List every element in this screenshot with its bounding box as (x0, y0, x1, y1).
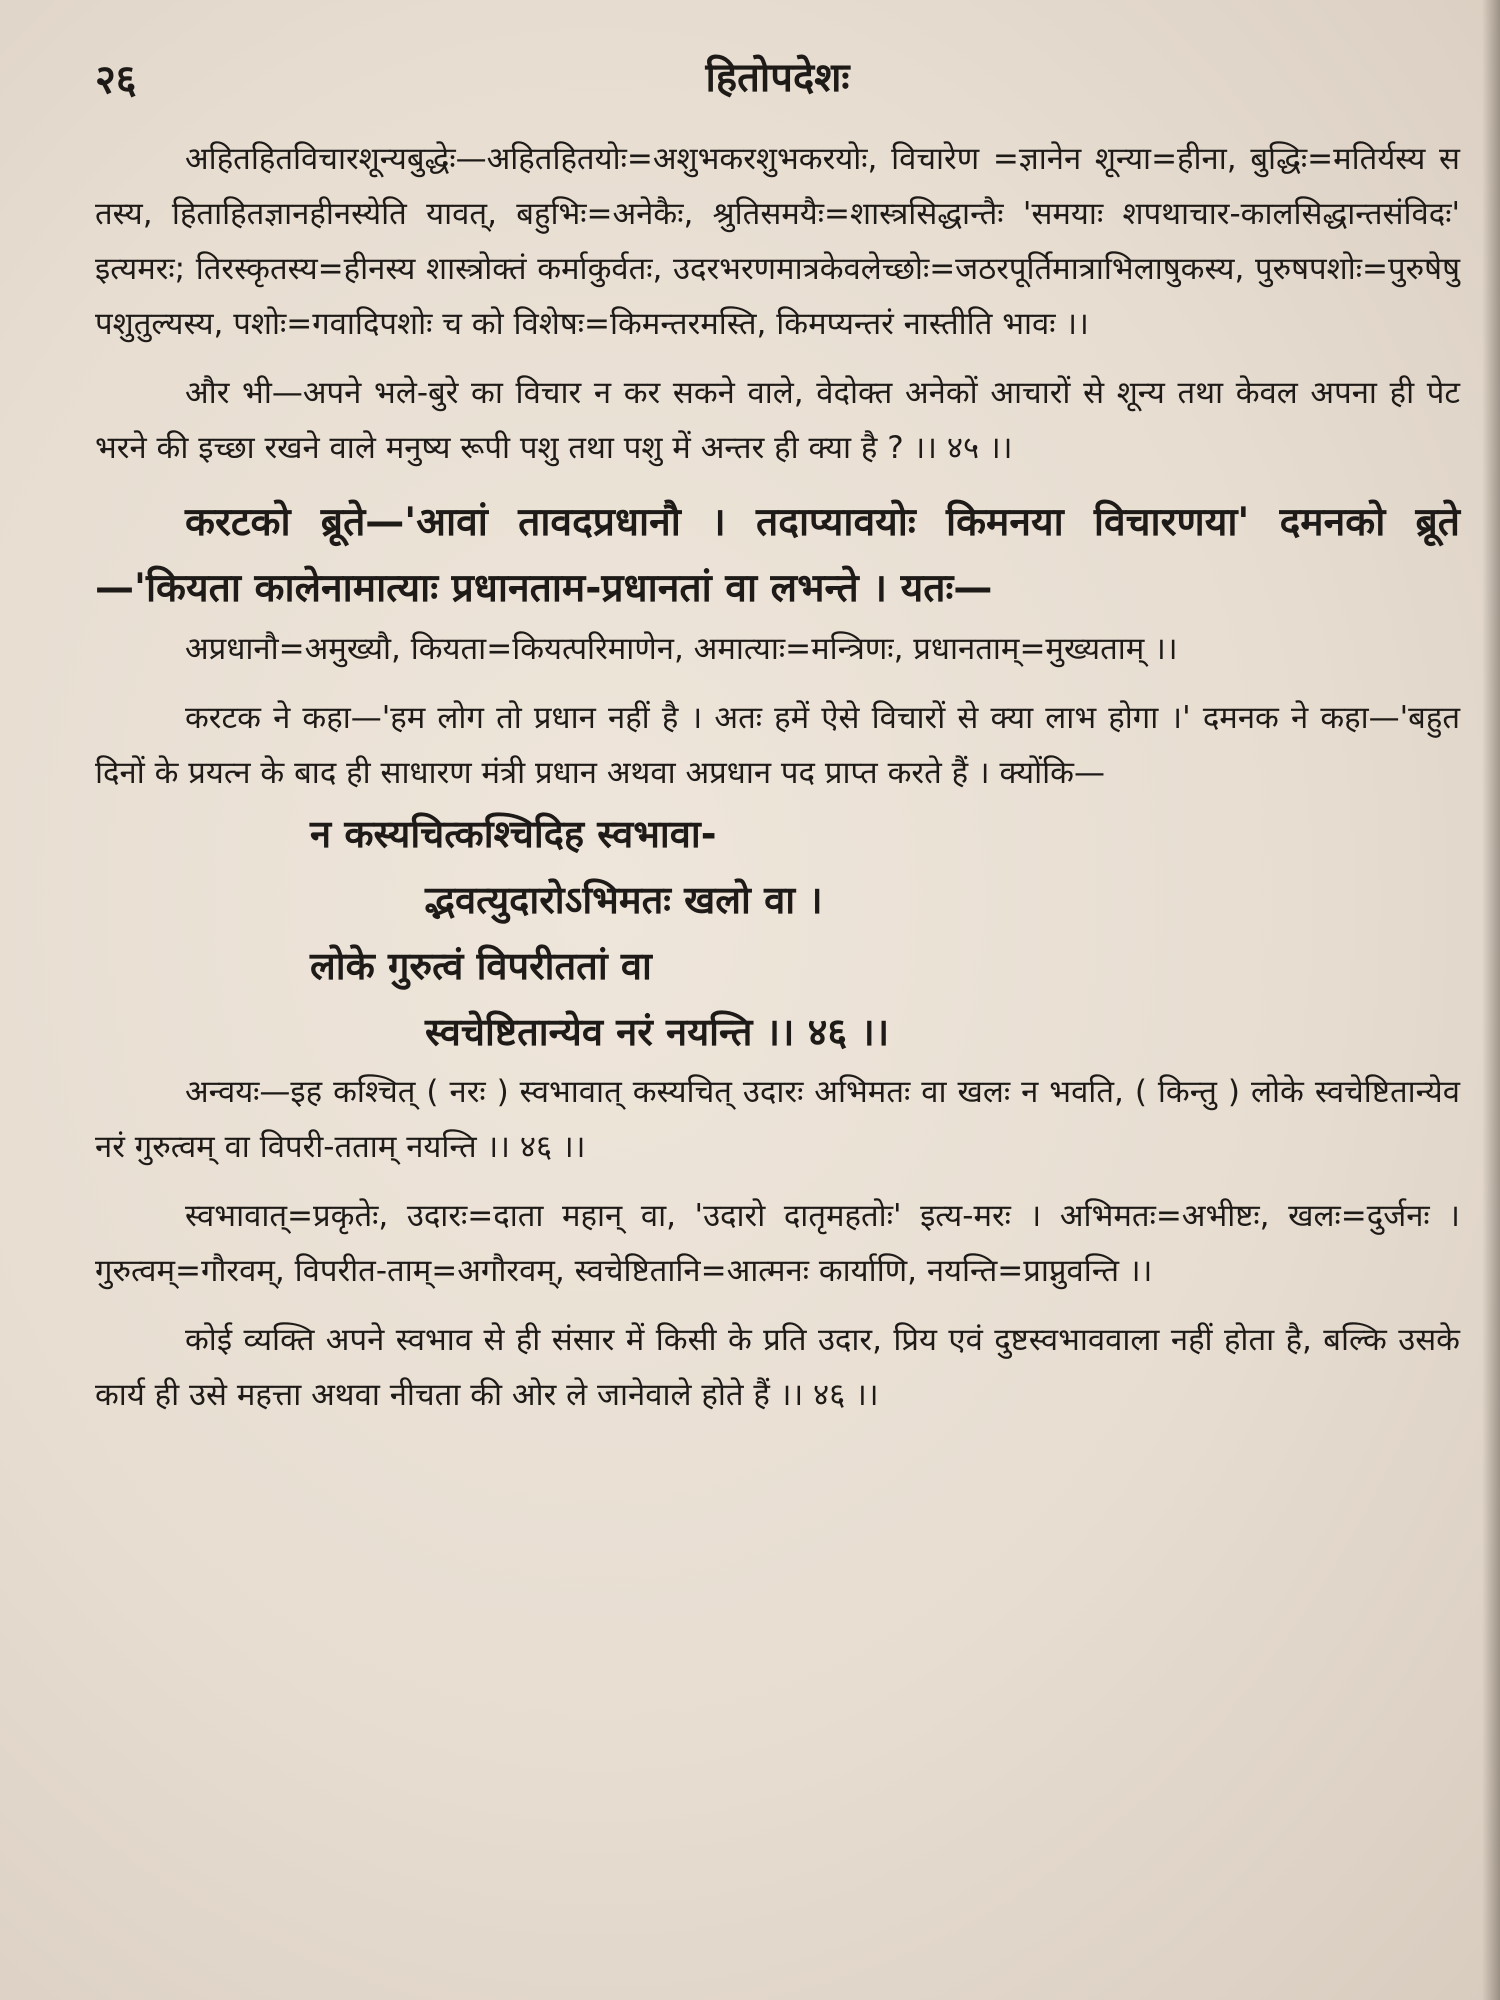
translation-block-1 (95, 366, 1460, 476)
running-title: हितोपदेशः (705, 55, 850, 101)
main-text-block (95, 490, 1460, 622)
translation-block-2 (95, 691, 1460, 801)
commentary-block-2 (95, 622, 1460, 677)
translation-paragraph: कोई व्यक्ति अपने स्वभाव से ही संसार में किसी के प्रति उदार, प्रिय एवं दुष्टस्वभाववाला नहीं होता है, बल्कि उसके कार्य ही उसे महत्ता अथवा नीचता की ओर ले जानेवाले होते हैं ।। ४६ ।। (95, 1322, 1460, 1413)
commentary-block-3 (95, 1189, 1460, 1299)
page-shadow-edge (1482, 0, 1500, 2000)
verse-line: द्भवत्युदारोऽभिमतः खलो वा । (425, 878, 823, 922)
anvaya-block (95, 1065, 1460, 1175)
translation-paragraph: करटक ने कहा—'हम लोग तो प्रधान नहीं है । अतः हमें ऐसे विचारों से क्या लाभ होगा ।' दमनक ने कहा—'बहुत दिनों के प्रयत्न के बाद ही साधारण मंत्री प्रधान अथवा अप्रधान पद प्राप्त करते हैं । क्योंकि— (95, 700, 1460, 791)
translation-paragraph: और भी—अपने भले-बुरे का विचार न कर सकने वाले, वेदोक्त अनेकों आचारों से शून्य तथा केवल अपना ही पेट भरने की इच्छा रखने वाले मनुष्य रूपी पशु तथा पशु में अन्तर ही क्या है ? ।। ४५ ।। (95, 375, 1460, 466)
page-number: २६ (95, 57, 137, 103)
commentary-block-1 (95, 132, 1460, 352)
anvaya-paragraph: अन्वयः—इह कश्चित् ( नरः ) स्वभावात् कस्यचित् उदारः अभिमतः वा खलः न भवति, ( किन्तु ) लोके स्वचेष्टितान्येव नरं गुरुत्वम् वा विपरी-तताम् नयन्ति ।। ४६ ।। (95, 1074, 1460, 1165)
commentary-paragraph: अप्रधानौ=अमुख्यौ, कियता=कियत्परिमाणेन, अमात्याः=मन्त्रिणः, प्रधानताम्=मुख्यताम् ।। (185, 631, 1178, 667)
translation-block-3 (95, 1313, 1460, 1423)
verse-line: स्वचेष्टितान्येव नरं नयन्ति ।। ४६ ।। (425, 1010, 890, 1054)
verse-block (95, 801, 1460, 1065)
commentary-paragraph: स्वभावात्=प्रकृतेः, उदारः=दाता महान् वा, 'उदारो दातृमहतोः' इत्य-मरः । अभिमतः=अभीष्टः, खलः=दुर्जनः । गुरुत्वम्=गौरवम्, विपरीत-ताम्=अगौरवम्, स्वचेष्टितानि=आत्मनः कार्याणि, नयन्ति=प्राप्नुवन्ति ।। (95, 1198, 1460, 1289)
page-header (95, 30, 1460, 110)
commentary-paragraph: अहितहितविचारशून्यबुद्धेः—अहितहितयोः=अशुभकरशुभकरयोः, विचारेण =ज्ञानेन शून्या=हीना, बुद्धिः=मतिर्यस्य स तस्य, हिताहितज्ञानहीनस्येति यावत्, बहुभिः=अनेकैः, श्रुतिसमयैः=शास्त्रसिद्धान्तैः 'समयाः शपथाचार-कालसिद्धान्तसंविदः' इत्यमरः; तिरस्कृतस्य=हीनस्य शास्त्रोक्तं कर्माकुर्वतः, उदरभरणमात्रकेवलेच्छोः=जठरपूर्तिमात्राभिलाषुकस्य, पुरुषपशोः=पुरुषेषु पशुतुल्यस्य, पशोः=गवादिपशोः च को विशेषः=किमन्तरमस्ति, किमप्यन्तरं नास्तीति भावः ।। (95, 141, 1460, 342)
main-text-paragraph: करटको ब्रूते—'आवां तावदप्रधानौ । तदाप्यावयोः किमनया विचारणया' दमनको ब्रूते—'कियता कालेनामात्याः प्रधानताम-प्रधानतां वा लभन्ते । यतः— (95, 500, 1460, 611)
verse-line: लोके गुरुत्वं विपरीततां वा (310, 944, 652, 988)
verse-line: न कस्यचित्कश्चिदिह स्वभावा- (310, 812, 717, 856)
